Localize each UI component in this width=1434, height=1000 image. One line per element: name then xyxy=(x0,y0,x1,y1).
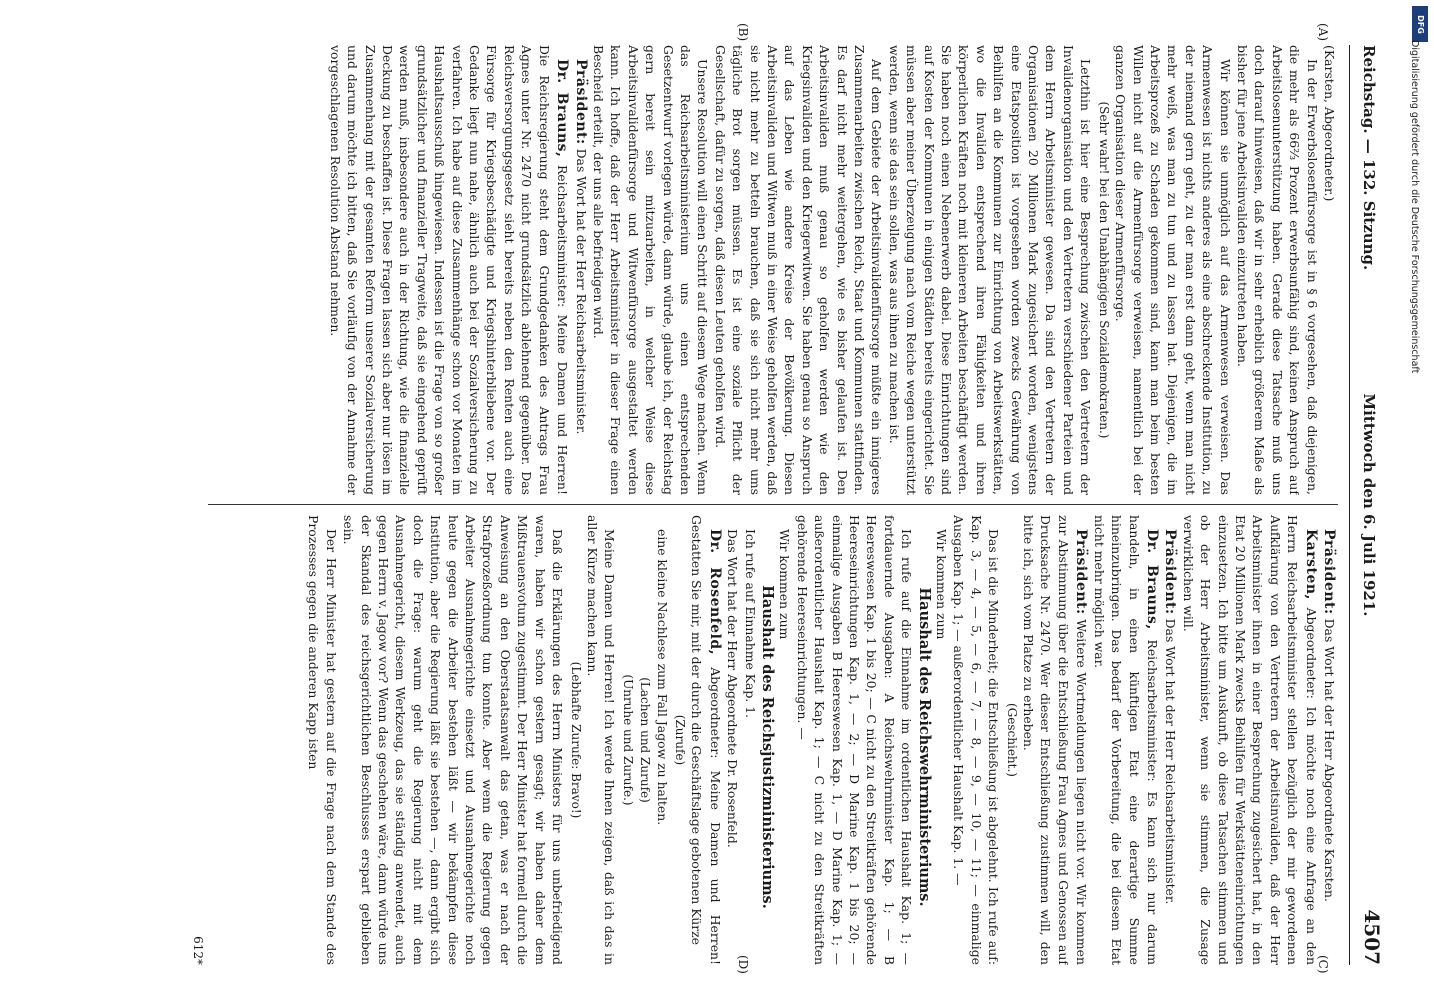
paragraph: Wir können sie unmöglich auf das Armenwesen verweisen. Das Armenwesen ist nichts anderes als eine abschreckende Institution, zu der niemand gern geht, zu der man erst dann geht, wenn man nicht mehr weiß, was man zu tun und zu lassen hat. Diejenigen, die im Arbeitsprozeß zu Schaden gekommen sind, kann man beim besten Willen nicht auf die Armenfürsorge verweisen, namentlich bei der ganzen Organisation dieser Armenfürsorge. xyxy=(1113,45,1233,495)
page-number: 4507 xyxy=(1360,909,1384,965)
header-date: Mittwoch den 6. Juli 1921. xyxy=(1360,393,1378,617)
paragraph: Der Herr Minister hat gestern auf die Frage nach dem Stande des Prozesses gegen die anderen Kapp isten xyxy=(306,515,339,965)
paragraph: Auf dem Gebiete der Arbeitsinvalidenfürsorge müßte ein innigeres Zusammenarbeiten zwischen Reich, Staat und Kommunen stattfinden. Es darf nicht mehr weitergehen, wie es bisher gelaufen ist. Den Arbeitsinvaliden muß genau so geholfen werden wie den Kriegsinvaliden und den Kriegerwitwen. Sie haben genau so Anspruch auf das Leben wie andere Kreise der Bevölkerung. Diesen Arbeitsinvaliden und Witwen muß in einer Weise geholfen werden, daß sie nicht mehr zu betteln brauchen, daß sie sich nicht mehr ums tägliche Brot sorgen müssen. Es ist eine soziale Pflicht der Gesellschaft, dafür zu sorgen, daß diesen Leuten geholfen wird. xyxy=(712,45,885,495)
interjection: (Lachen und Zurufe) xyxy=(638,677,653,803)
speaker-name: Präsident: xyxy=(1073,529,1090,615)
paragraph: Karsten, Abgeordneter: Ich möchte noch eine Anfrage an den Herrn Reichsarbeitsminister stellen bezüglich der mir gewordenen Aufklärung von den Vertretern der Arbeitsinvaliden, daß der Herr Arbeitsminister ihnen in einer Besprechung zugesichert hat, in den Etat 20 Millionen Mark zwecks Beihilfen für Werkstätteneinrichtungen einzusetzen. Ich bitte um Auskunft, ob diese Tatsachen stimmen und ob der Herr Arbeitsminister, wenn sie stimmen, die Zusage verwirklichen will. xyxy=(1180,515,1319,965)
margin-marker-c: (C) xyxy=(1316,955,1330,974)
paragraph: Unsere Resolution will einen Schritt auf diesem Wege machen. Wenn das Reichsarbeitsministerium uns einen entsprechenden Gesetzentwurf vorlegen würde, dann würde, glaube ich, der Reichstag gern bereit sein mitzuarbeiten, in welcher Weise diese Arbeitsinvalidenfürsorge und Witwenfürsorge ausgestaltet werden kann. Ich hoffe, daß der Herr Arbeitsminister in dieser Frage einen Bescheid erteilt, der uns alle befriedigen wird. xyxy=(590,45,711,495)
speaker-name: Dr. Brauns, xyxy=(1143,529,1160,630)
left-column xyxy=(208,45,1338,495)
speaker-line: Präsident: Das Wort hat der Herr Reichsarbeitsminister. xyxy=(572,59,589,435)
paragraph: In der Erwerbslosenfürsorge ist in § 6 vorgesehen, daß diejenigen, die mehr als 66⅔ Prozent erwerbsunfähig sind, keinen Anspruch auf Arbeitslosenunterstützung haben. Gerade diese Tatsache muß uns doch darauf hinweisen, daß wir in sehr erheblich größerem Maße als bisher für jene Arbeitsinvaliden einzutreten haben. xyxy=(1234,45,1320,495)
section-heading: Haushalt des Reichswehrministeriums. xyxy=(915,587,933,907)
paragraph: Das ist die Minderheit; die Entschließung ist abgelehnt. Ich rufe auf: Kap. 3, — 4, — 5, — 6, — 7, — 8, — 9, — 10, — 11; — einmalige Ausgaben Kap. 1; — außerordentlicher Haushalt Kap. 1. — xyxy=(951,515,1002,965)
dfg-logo: DFG xyxy=(1412,6,1428,42)
rotated-page xyxy=(50,25,1390,985)
paragraph: Ich rufe auf Einnahme Kap. 1. xyxy=(742,529,758,719)
paragraph: eine kleine Nachlese zum Fall Jagow zu halten. xyxy=(654,529,670,826)
paragraph: Dr. Brauns, Reichsarbeitsminister: Meine Damen und Herren! Die Reichsregierung steht dem Grundgedanken des Antrags Frau Agnes unter Nr. 2470 nicht grundsätzlich ablehnend gegenüber. Das Reichsversorgungsgesetz sieht bereits neben den Renten auch eine Fürsorge für Kriegsbeschädigte und Kriegshinterbliebene vor. Der Gedanke liegt nun nahe, ähnlich auch bei der Sozialversicherung zu verfahren. Ich habe auf diese Zusammenhänge schon vor Monaten im Haushaltsausschuß hingewiesen. Indessen ist die Frage von so großer grundsätzlicher und finanzieller Tragweite, daß sie eingehend geprüft werden muß, insbesondere auch in der Richtung, wie die finanzielle Deckung zu beschaffen ist. Diese Fragen lassen sich aber nur lösen im Zusammenhang mit der gesamten Reform unserer Sozialversicherung und darum möchte ich bitten, daß Sie vorläufig von der Annahme der vorgeschlagenen Resolution Abstand nehmen. xyxy=(327,45,571,495)
digitization-strip xyxy=(1406,0,1434,1000)
interjection: (Unruhe und Zurufe.) xyxy=(620,674,635,806)
paragraph: Daß die Erklärungen des Herrn Ministers für uns unbefriedigend waren, haben wir schon gestern gesagt; wir haben daher dem Mißtrauensvotum zugestimmt. Der Herr Minister hat formell durch die Anweisung an den Oberstaatsanwalt das getan, was er nach der Strafprozeßordnung tun konnte. Aber wenn die Regierung gegen Arbeiter Ausnahmegerichte einsetzt und Ausnahmegerichte noch heute gegen die Arbeiter bestehen läßt — wir bekämpfen diese Institution, aber die Regierung läßt sie bestehen —, dann ergibt sich doch die Frage: warum geht die Regierung nicht mit dem Ausnahmegericht, diesem Werkzeug, das sie ständig anwendet, auch gegen Herrn v. Jagow vor? Wenn das geschehen wäre, dann würde uns der Skandal des reichsgerichtlichen Beschlusses erspart geblieben sein. xyxy=(341,515,566,965)
speaker-name: Präsident: xyxy=(1321,529,1337,615)
paragraph: Präsident: Weitere Wortmeldungen liegen nicht vor. Wir kommen zur Abstimmung über die Entschließung Frau Agnes und Genossen auf Drucksache Nr. 2470. Wer dieser Entschließung zustimmen will, den bitte ich, sich vom Platze zu erheben. xyxy=(1021,515,1090,965)
paragraph: Das Wort hat der Herr Abgeordnete Dr. Rosenfeld. xyxy=(725,529,741,848)
page-header xyxy=(1349,45,1390,965)
speaker-line: Präsident: Das Wort hat der Herr Reichsarbeitsminister. xyxy=(1162,529,1179,905)
speaker-name: Präsident: xyxy=(572,59,589,145)
column-rule xyxy=(208,504,1338,505)
paragraph: Wir kommen zum xyxy=(934,529,950,640)
right-column xyxy=(208,515,1338,965)
paragraph: Meine Damen und Herren! Ich werde Ihnen zeigen, daß ich das in aller Kürze machen kann. xyxy=(584,515,618,965)
paragraph: Dr. Rosenfeld, Abgeordneter: Meine Damen und Herren! Gestatten Sie mir, mit der durch die Geschäftslage gebotenen Kürze xyxy=(689,515,723,965)
speaker-name: Präsident: xyxy=(1162,529,1179,615)
speaker-name: Dr. Rosenfeld, xyxy=(706,529,723,656)
speaker-name: Dr. Brauns, xyxy=(554,59,571,158)
paragraph: Dr. Brauns, Reichsarbeitsminister: Es kann sich nur darum handeln, in einen künftigen Etat eine derartige Summe hineinzubringen. Das bedarf der Vorbereitung, die bei diesem Etat nicht mehr möglich war. xyxy=(1091,515,1160,965)
signature-mark: 612* xyxy=(191,936,205,965)
margin-marker-b: (B) xyxy=(736,23,750,42)
interjection: (Geschieht.) xyxy=(1004,703,1019,777)
digitization-note: Digitalisierung gefördert durch die Deutsche Forschungsgemeinschaft xyxy=(1409,40,1420,374)
speaker-name: Karsten, xyxy=(1302,529,1319,600)
speaker-line: Präsident: Das Wort hat der Herr Abgeordnete Karsten. xyxy=(1321,529,1337,902)
interjection: (Sehr wahr! bei den Unabhängigen Sozialdemokraten.) xyxy=(1096,101,1111,439)
interjection: (Lebhafte Zurufe: Bravo!) xyxy=(568,661,583,819)
margin-marker-d: (D) xyxy=(736,955,750,974)
paragraph: Ich rufe auf die Einnahme im ordentlichen Haushalt Kap. 1; — fortdauernde Ausgaben: A Reichswehrminister Kap. 1; — B Heereswesen Kap. 1 bis 20; — C nicht zu den Streitkräften gehörende Heereseinrichtungen Kap. 1, — 2; — D Marine Kap. 1 bis 20; — einmalige Ausgaben B Heereswesen Kap. 1, — D Marine Kap. 1; — außerordentlicher Haushalt Kap. 1; — C nicht zu den Streitkräften gehörende Heereseinrichtungen. — xyxy=(794,515,915,965)
margin-marker-a: (A) xyxy=(1316,23,1330,42)
interjection: (Zurufe) xyxy=(672,714,687,766)
paragraph: Letzthin ist hier eine Besprechung zwischen den Vertretern der Invalidenorganisation und den Vertretern verschiedener Parteien und dem Herrn Arbeitsminister gewesen. Da sind den Vertretern der Organisationen 20 Millionen Mark zugesichert worden, wenigstens eine Etatsposition ist vorgesehen worden zwecks Gewährung von Beihilfen an die Kommunen zur Einrichtung von Arbeitswerkstätten, wo die Invaliden entsprechend ihren Fähigkeiten und ihren körperlichen Kräften noch mit kleineren Arbeiten beschäftigt werden. Sie haben noch einen Nebenerwerb dabei. Diese Einrichtungen sind auf Kosten der Kommunen in einigen Städten bereits eingerichtet. Sie müssen aber meiner Überzeugung nach vom Reiche wegen unterstützt werden, wenn sie das sein sollen, was aus ihnen zu machen ist. xyxy=(886,45,1094,495)
section-heading: Haushalt des Reichsjustizministeriums. xyxy=(759,585,776,909)
header-left: Reichstag. — 132. Sitzung. xyxy=(1360,45,1378,271)
speaker-note: (Karsten, Abgeordneter.) xyxy=(1322,45,1337,202)
paragraph: Wir kommen zum xyxy=(777,529,793,640)
